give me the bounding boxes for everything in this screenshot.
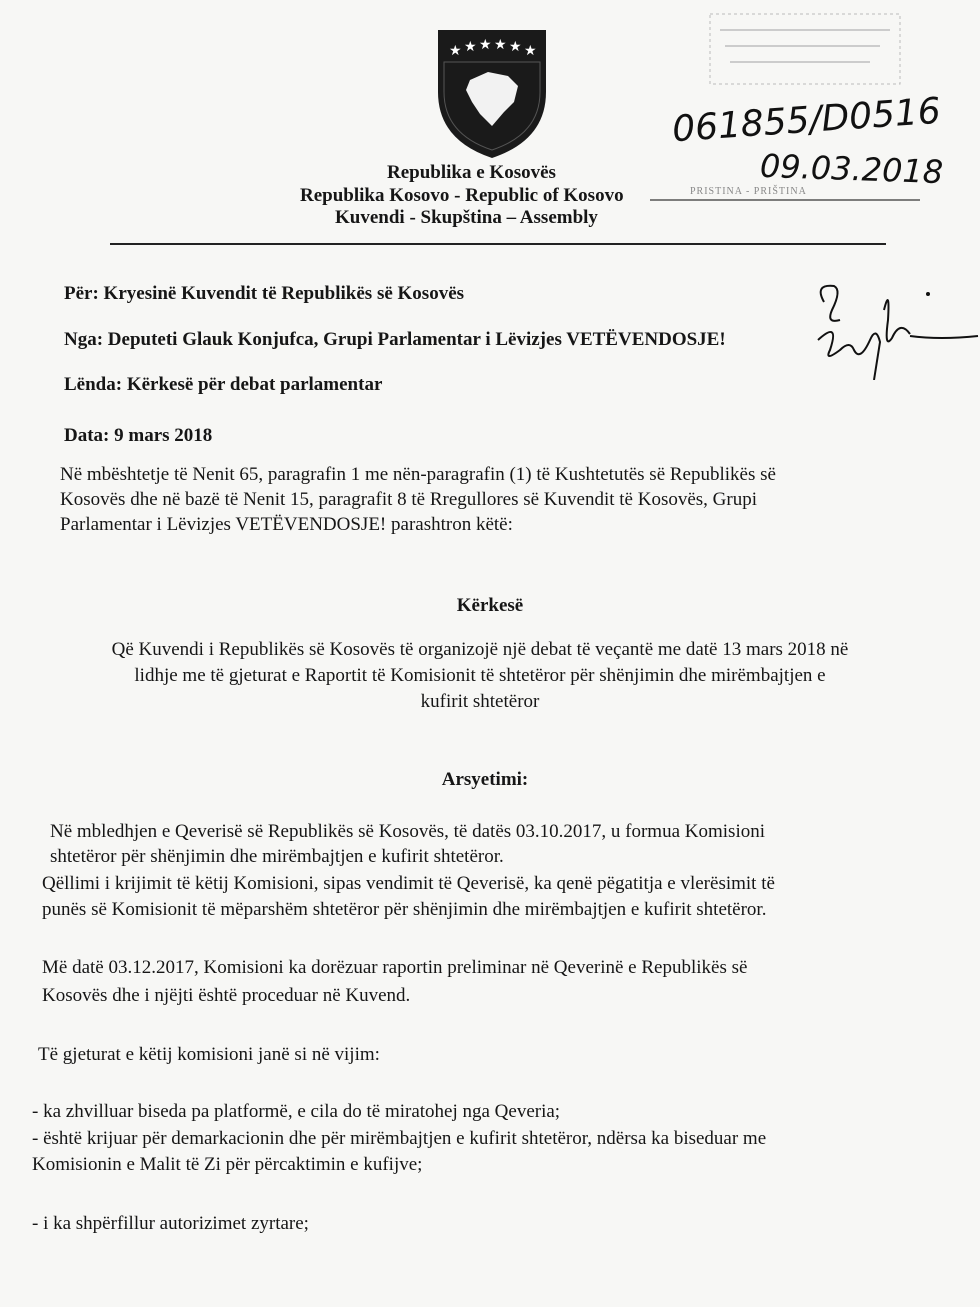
finding-bullet-2-line-2: Komisionin e Malit të Zi për përcaktimin e kufijve;: [32, 1154, 423, 1175]
reasoning-p1-line-1: Në mbledhjen e Qeverisë së Republikës së Kosovës, të datës 03.10.2017, u formua Komisioni: [50, 821, 765, 842]
svg-text:★: ★: [494, 37, 507, 53]
svg-text:★: ★: [509, 39, 522, 55]
intro-line-2: Kosovës dhe në bazë të Nenit 15, paragrafit 8 të Rregullores së Kuvendit të Kosovës, Grupi: [60, 489, 757, 510]
reasoning-p1-line-4: punës së Komisionit të mëparshëm shtetëror për shënjimin dhe mirëmbajtjen e kufirit shtetëror.: [42, 899, 767, 920]
finding-bullet-3: - i ka shpërfillur autorizimet zyrtare;: [32, 1213, 309, 1234]
header-republic-trilingual: Republika Kosovo - Republic of Kosovo: [300, 185, 624, 206]
reasoning-p2-line-2: Kosovës dhe i njëjti është proceduar në Kuvend.: [42, 985, 411, 1006]
stamp-office-text: PRISTINA - PRIŠTINA: [690, 186, 807, 197]
sender-line: Nga: Deputeti Glauk Konjufca, Grupi Parlamentar i Lëvizjes VETËVENDOSJE!: [64, 329, 726, 350]
recipient-line: Për: Kryesinë Kuvendit të Republikës së Kosovës: [64, 283, 465, 304]
svg-text:★: ★: [524, 43, 537, 59]
header-republic-sq: Republika e Kosovës: [387, 162, 556, 183]
header-divider: [110, 243, 886, 245]
reasoning-p1-line-3: Qëllimi i krijimit të këtij Komisioni, sipas vendimit të Qeverisë, ka qenë pëgatitja e vlerësimit të: [42, 873, 775, 894]
subject-line: Lënda: Kërkesë për debat parlamentar: [64, 374, 383, 395]
handwritten-signature: [810, 280, 980, 380]
finding-bullet-2-line-1: - është krijuar për demarkacionin dhe për mirëmbajtjen e kufirit shtetëror, ndërsa ka biseduar me: [32, 1128, 767, 1149]
intro-line-3: Parlamentar i Lëvizjes VETËVENDOSJE! parashtron këtë:: [60, 514, 513, 535]
svg-text:★: ★: [479, 37, 492, 53]
registry-number: 061855/D0516: [670, 90, 943, 151]
reasoning-p2-line-1: Më datë 03.12.2017, Komisioni ka dorëzuar raportin preliminar në Qeverinë e Republikës së: [42, 957, 748, 978]
svg-text:★: ★: [464, 39, 477, 55]
header-assembly: Kuvendi - Skupština – Assembly: [335, 207, 598, 228]
registry-date: 09.03.2018: [759, 146, 944, 192]
request-heading: Kërkesë: [456, 595, 524, 616]
finding-bullet-1: - ka zhvilluar biseda pa platformë, e cila do të miratohej nga Qeveria;: [32, 1101, 561, 1122]
request-line-3: kufirit shtetëror: [420, 691, 540, 712]
reasoning-heading: Arsyetimi:: [441, 769, 529, 790]
request-line-1: Që Kuvendi i Republikës së Kosovës të organizojë një debat të veçantë me datë 13 mars 2018 në: [111, 639, 849, 660]
date-line: Data: 9 mars 2018: [64, 425, 213, 446]
findings-intro: Të gjeturat e këtij komisioni janë si në vijim:: [38, 1044, 380, 1065]
reasoning-p1-line-2: shtetëror për shënjimin dhe mirëmbajtjen e kufirit shtetëror.: [50, 846, 504, 867]
kosovo-coat-of-arms: [430, 22, 554, 162]
intro-line-1: Në mbështetje të Nenit 65, paragrafin 1 me nën-paragrafin (1) të Kushtetutës së Republikës së: [60, 464, 776, 485]
request-line-2: lidhje me të gjeturat e Raportit të Komisionit të shtetëror për shënjimin dhe mirëmbajtjen e: [134, 665, 826, 686]
svg-text:★: ★: [449, 43, 462, 59]
